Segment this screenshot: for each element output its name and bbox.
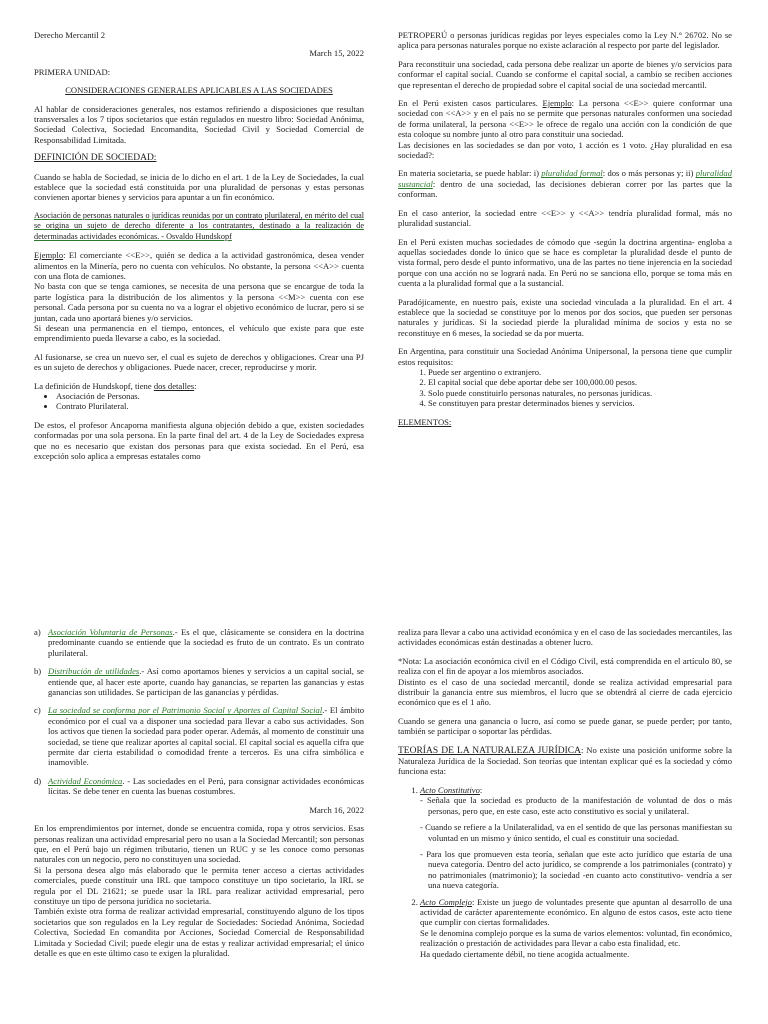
page-2 — [0, 512, 768, 1024]
item-label: b) — [34, 666, 42, 677]
p3-c: : dos o más personas y; ii) — [602, 168, 696, 179]
details-c: : — [194, 380, 197, 391]
details-a: La definición de Hundskopf, tiene — [34, 380, 154, 391]
capital-paragraph: Para reconstituir una sociedad, cada persona debe realizar un aporte de bienes y/o servicios para conformar el capital social. Cuando se conforme el capital social, a cambio se reciben acciones que representan el derecho de propiedad sobre el capital social de una sociedad mercantil. — [398, 58, 732, 90]
theory-text-3: Ha quedado ciertamente débil, no tiene acogida actualmente. — [420, 948, 630, 959]
item-title: La sociedad se conforma por el Patrimonio Social y Aportes al Capital Social — [48, 705, 323, 716]
list-item: 3. Solo puede constituirlo personas naturales, no personas jurídicas. — [428, 388, 732, 398]
list-item — [34, 666, 364, 698]
plurality-paragraph — [398, 168, 732, 199]
loss-paragraph: Cuando se genera una ganancia o lucro, así como se puede ganar, se puede perder; por tanto, también se participar o soportar las pérdidas. — [398, 715, 732, 737]
theory-points — [420, 795, 732, 890]
p3-e: : dentro de una sociedad, las decisiones debieran correr por las partes que la conforman. — [398, 178, 732, 200]
theories-text: : No existe una posición uniforme sobre la Naturaleza Jurídica de la Sociedad. Son teorías que intentan explicar qué es la sociedad y cómo funciona esta: — [398, 744, 732, 777]
previous-case-paragraph: En el caso anterior, la sociedad entre <<E>> y <<A>> tendría pluralidad formal, más no pluralidad sustancial. — [398, 207, 732, 229]
list-item — [34, 627, 364, 658]
argentina-paragraph: En Argentina, para constituir una Sociedad Anónima Unipersonal, la persona tiene que cumplir estos requisitos: — [398, 346, 732, 367]
internet-paragraph: En los emprendimientos por internet, donde se encuentra comida, ropa y otros servicios. Esas personas realizan una actividad empresarial pero no usan a la Sociedad Mercantil; son personas que, en el Perú bajo un régimen tributario, tienen un RUC y se les conoce como personas naturales con un negocio, pero no constituyen una sociedad. — [34, 823, 364, 865]
list-item: 4. Se constituyen para prestar determinados bienes y servicios. — [428, 398, 732, 408]
page2-left-column — [34, 627, 364, 966]
theories-paragraph — [398, 745, 732, 777]
lecture-date: March 15, 2022 — [309, 48, 364, 59]
hundskopf-quote — [34, 211, 364, 242]
item-body: .- Así como aportamos bienes y servicios a un capital social, se entiende que, al hacer este aporte, cuando hay ganancias, se reparten las ganancias y estas ganancias son utilidades. Se participan de las ganancias y pérdidas. — [48, 666, 364, 698]
list-item: 1. Puede ser argentino o extranjero. — [428, 367, 732, 377]
list-item: 2. El capital social que debe aportar debe ser 100,000.00 pesos. — [428, 377, 732, 387]
example-paragraph-3: Si desean una permanencia en el tiempo, entonces, el vehículo que existe para que este emprendimiento pueda llevarse a cabo, es la sociedad. — [34, 322, 364, 344]
example-text: : El comerciante <<E>>, quién se dedica a la actividad gastronómica, desea vender alimentos en la Minería, pero no cuenta con vehículos. No obstante, la persona <<A>> cuenta con una flota de camiones. — [34, 250, 364, 281]
item-title: Actividad Económica — [48, 775, 123, 786]
quote-part-b: contrato plurilateral — [235, 210, 301, 220]
definition-paragraph: Cuando se habla de Sociedad, se inicia de lo dicho en el art. 1 de la Ley de Sociedades, la cual establece que la sociedad está constituida por una pluralidad de personas y estas personas convienen aportar bienes y servicios para apuntar a un fin económico. — [34, 171, 364, 203]
list-item — [34, 705, 364, 768]
requirements-list — [398, 367, 732, 409]
page1-left-column — [34, 30, 364, 469]
societary-types-paragraph: También existe otra forma de realizar actividad empresarial, constituyendo alguno de los tipos societarios que son regulados en la Ley regular de Sociedades: Sociedad Anónima, Sociedad Colectiva, Sociedad En comandita por Acciones, Sociedad Comercial de Responsabilidad Limitada y Sociedad Civil; puede elegir una de estas y realizar actividad empresarial; el único detalle es que en este último caso te exigen la pluralidad. — [34, 906, 364, 958]
item-body: .- Es el que, clásicamente se considera en la doctrina predominante cuando se entiende que la sociedad es fruto de un contrato. Es un contrato plurilateral. — [48, 627, 364, 658]
list-item: - Señala que la sociedad es producto de la manifestación de voluntad de dos o más personas, pero que, en este caso, este acto constitutivo es social y unilateral. — [428, 795, 732, 816]
note-paragraph: *Nota: La asociación económica civil en el Código Civil, está comprendida en el artículo 80, se realiza con el fin de apoyar a los miembros asociados. — [398, 655, 732, 677]
quote-part-a: Asociación de personas naturales o jurídicas reunidas por un — [34, 210, 236, 220]
decisions-paragraph: Las decisiones en las sociedades se dan por voto, 1 acción es 1 voto. ¿Hay pluralidad en esa sociedad?: — [398, 139, 732, 161]
list-item: - Cuando se refiere a la Unilateralidad, va en el sentido de que las personas manifiestan su voluntad en un mismo y único sentido, el cual es constituir una sociedad. — [428, 822, 732, 843]
continued-paragraph-2: realiza para llevar a cabo una actividad económica y en el caso de las sociedades mercantiles, las actividades económicas están destinadas a obtener lucro. — [398, 627, 732, 648]
list-item — [420, 897, 732, 959]
objection-paragraph: De estos, el profesor Ancaporna manifiesta alguna objeción debido a que, existen sociedades conformadas por una sola persona. En la parte final del art. 4 de la Ley de Sociedades expresa que no es necesario que existan dos personas para que exista sociedad. En el Perú, esa excepción solo aplica a empresas estatales como — [34, 419, 364, 461]
example-label: Ejemplo — [542, 98, 572, 109]
particular-cases-paragraph — [398, 98, 732, 140]
section-heading: CONSIDERACIONES GENERALES APLICABLES A LAS SOCIEDADES — [65, 85, 333, 96]
item-title: Distribución de utilidades — [48, 666, 140, 677]
p2-b: : La persona <<E>> quiere conformar una sociedad con <<A>> y en el país no se permite que personas naturales conformen una sociedad de forma unilateral, la persona <<E>> le ofrece de regalo una acción con la condición de que esta coloque su nombre junto al otro para constituir una sociedad. — [398, 98, 733, 140]
irl-paragraph: Si la persona desea algo más elaborado que le permita tener acceso a ciertas actividades comerciales, puede constituir una IRL que tampoco constituye un tipo societario, la IRL se regula por el DL 21621; se puede usar la IRL para realizar actividad empresarial, pero constituye un tipo de persona jurídica no societaria. — [34, 864, 364, 906]
substantial-plurality: pluralidad sustancial — [398, 168, 732, 189]
course-title: Derecho Mercantil 2 — [34, 30, 106, 40]
example-label: Ejemplo — [34, 250, 64, 261]
details-paragraph — [34, 381, 364, 391]
quote-part-c: , en mérito del cual se origina un sujeto de derecho diferente a los contratantes, destinado a la realización de determinadas actividades económicas. - Osvaldo Hundskopf — [34, 210, 365, 241]
list-item: 1. Acto Constitutivo: - Señala que la sociedad es producto de la manifestación de voluntad de dos o más personas, pero que, en este caso, este acto constitutivo es social y unilateral. - Cuando se refiere a la Unilateralidad, va en el sentido de que las personas manifiestan su voluntad en un mismo y único sentido, el cual es constituir una sociedad. - Para los que promueven esta teoría, señalan que este acto jurídico que estaría de una nueva categoría. Dentro del acto jurídico, se comprende a los patrimoniales (contrato) y no patrimoniales (matrimonio); la sociedad -en cuanto acto constitutivo- vendría a ser una nueva categoría. — [420, 785, 732, 891]
item-label: a) — [34, 627, 41, 637]
paradox-paragraph: Paradójicamente, en nuestro país, existe una sociedad vinculada a la pluralidad. En el art. 4 establece que la sociedad se constituye por lo menos por dos socios, que pueden ser personas naturales y jurídicas. Si la sociedad pierde la pluralidad mínima de socios y esta no se reconstituye en 6 meses, la sociedad se da por muerta. — [398, 296, 732, 338]
theories-heading: TEORÍAS DE LA NATURALEZA JURÍDICA — [398, 745, 581, 756]
p3-a: En materia societaria, se puede hablar: i) — [398, 168, 542, 179]
item-label: c) — [34, 705, 41, 716]
example-paragraph — [34, 250, 364, 281]
list-item: • Asociación de Personas. — [56, 391, 364, 401]
page2-right-column — [398, 627, 732, 967]
item-title: Asociación Voluntaria de Personas — [48, 627, 173, 637]
theory-text: : Existe un juego de voluntades presente que apuntan al desarrollo de una actividad de carácter aparentemente económico. En alguno de estos casos, este acto tiene que cumplir con ciertas formalidades. — [420, 896, 732, 928]
item-label: d) — [34, 775, 42, 786]
elements-list — [34, 627, 364, 797]
theories-list — [398, 785, 732, 959]
page1-right-column — [398, 30, 732, 435]
list-item — [34, 775, 364, 797]
unit-title: PRIMERA UNIDAD: — [34, 66, 111, 77]
example-paragraph-2: No basta con que se tenga camiones, se necesita de una persona que se encargue de toda la parte logística para la distribución de los alimentos y la persona <<M>> cuenta con ese personal. Cada persona por su cuenta no va a lograr el objetivo económico de lucrar, pero si se juntan, cada uno aportará bienes y/o servicios. — [34, 281, 364, 323]
list-item: • Contrato Plurilateral. — [56, 401, 364, 411]
theory-title: Acto Complejo — [420, 896, 472, 907]
details-list — [34, 391, 364, 412]
formal-plurality: pluralidad formal — [541, 168, 603, 179]
lecture-date-2: March 16, 2022 — [309, 804, 364, 815]
fusion-paragraph: Al fusionarse, se crea un nuevo ser, el cual es sujeto de derechos y obligaciones. Crear una PJ es un sujeto de derechos y obligaciones. Puede nacer, crecer, reproducirse y morir. — [34, 351, 364, 373]
mercantile-paragraph: Distinto es el caso de una sociedad mercantil, donde se realiza actividad empresarial para distribuir la ganancia entre sus miembros, el lucro que se obtendrá al cierre de cada ejercicio económico que es el 1 año. — [398, 676, 732, 708]
continued-paragraph: PETROPERÚ o personas jurídicas regidas por leyes especiales como la Ley N.° 26702. No se aplica para personas naturales porque no existe aclaración al respecto por parte del legislador. — [398, 30, 732, 51]
p2-a: En el Perú existen casos particulares. — [398, 98, 543, 109]
item-body: .- El ámbito económico por el cual va a disponer una sociedad para llevar a cabo sus actividades. Son los activos que tienen la sociedad para poder operar. Además, al momento de constituir una sociedad, se tiene que realizar aportes al capital social. El capital social es aquella cifra que permite dar cierta estabilidad o comodidad frente a terceros. Es una cifra simbólica e inamovible. — [48, 705, 364, 768]
comodo-paragraph: En el Perú existen muchas sociedades de cómodo que -según la doctrina argentina- engloba a aquellas sociedades donde lo único que se hace es completar la pluralidad desde el punto de vista formal, pero desde el punto informativo, una de las partes no tiene injerencia en la sociedad porque con una acción no se logrará nada. En Perú no se sanciona ello, porque se toma más en cuenta a la pluralidad formal que a la sustancial. — [398, 236, 732, 289]
elements-heading: ELEMENTOS: — [398, 416, 452, 427]
list-item: - Para los que promueven esta teoría, señalan que este acto jurídico que estaría de una nueva categoría. Dentro del acto jurídico, se comprende a los patrimoniales (contrato) y no patrimoniales (matrimonio); la sociedad -en cuanto acto constitutivo- vendría a ser una nueva categoría. — [428, 849, 732, 891]
theory-title: Acto Constitutivo — [420, 784, 480, 795]
intro-paragraph: Al hablar de consideraciones generales, nos estamos refiriendo a disposiciones que resultan transversales a los 7 tipos societarios que están regulados en nuestro libro: Sociedad Anónima, Sociedad Colectiva, Sociedad Encomandita, Sociedad Civil y Sociedad Comercial de Responsabilidad Limitada. — [34, 103, 364, 145]
definition-heading: DEFINICIÓN DE SOCIEDAD: — [34, 153, 157, 164]
theory-text-2: Se le denomina complejo porque es la suma de varios elementos: voluntad, fin económico, realización o prestación de actividades para llevar a cabo esta finalidad, etc. — [420, 927, 732, 949]
details-b: dos detalles — [153, 380, 195, 391]
item-body: . - Las sociedades en el Perú, para consignar actividades económicas lícitas. Se debe tener en cuenta las buenas costumbres. — [48, 775, 364, 797]
